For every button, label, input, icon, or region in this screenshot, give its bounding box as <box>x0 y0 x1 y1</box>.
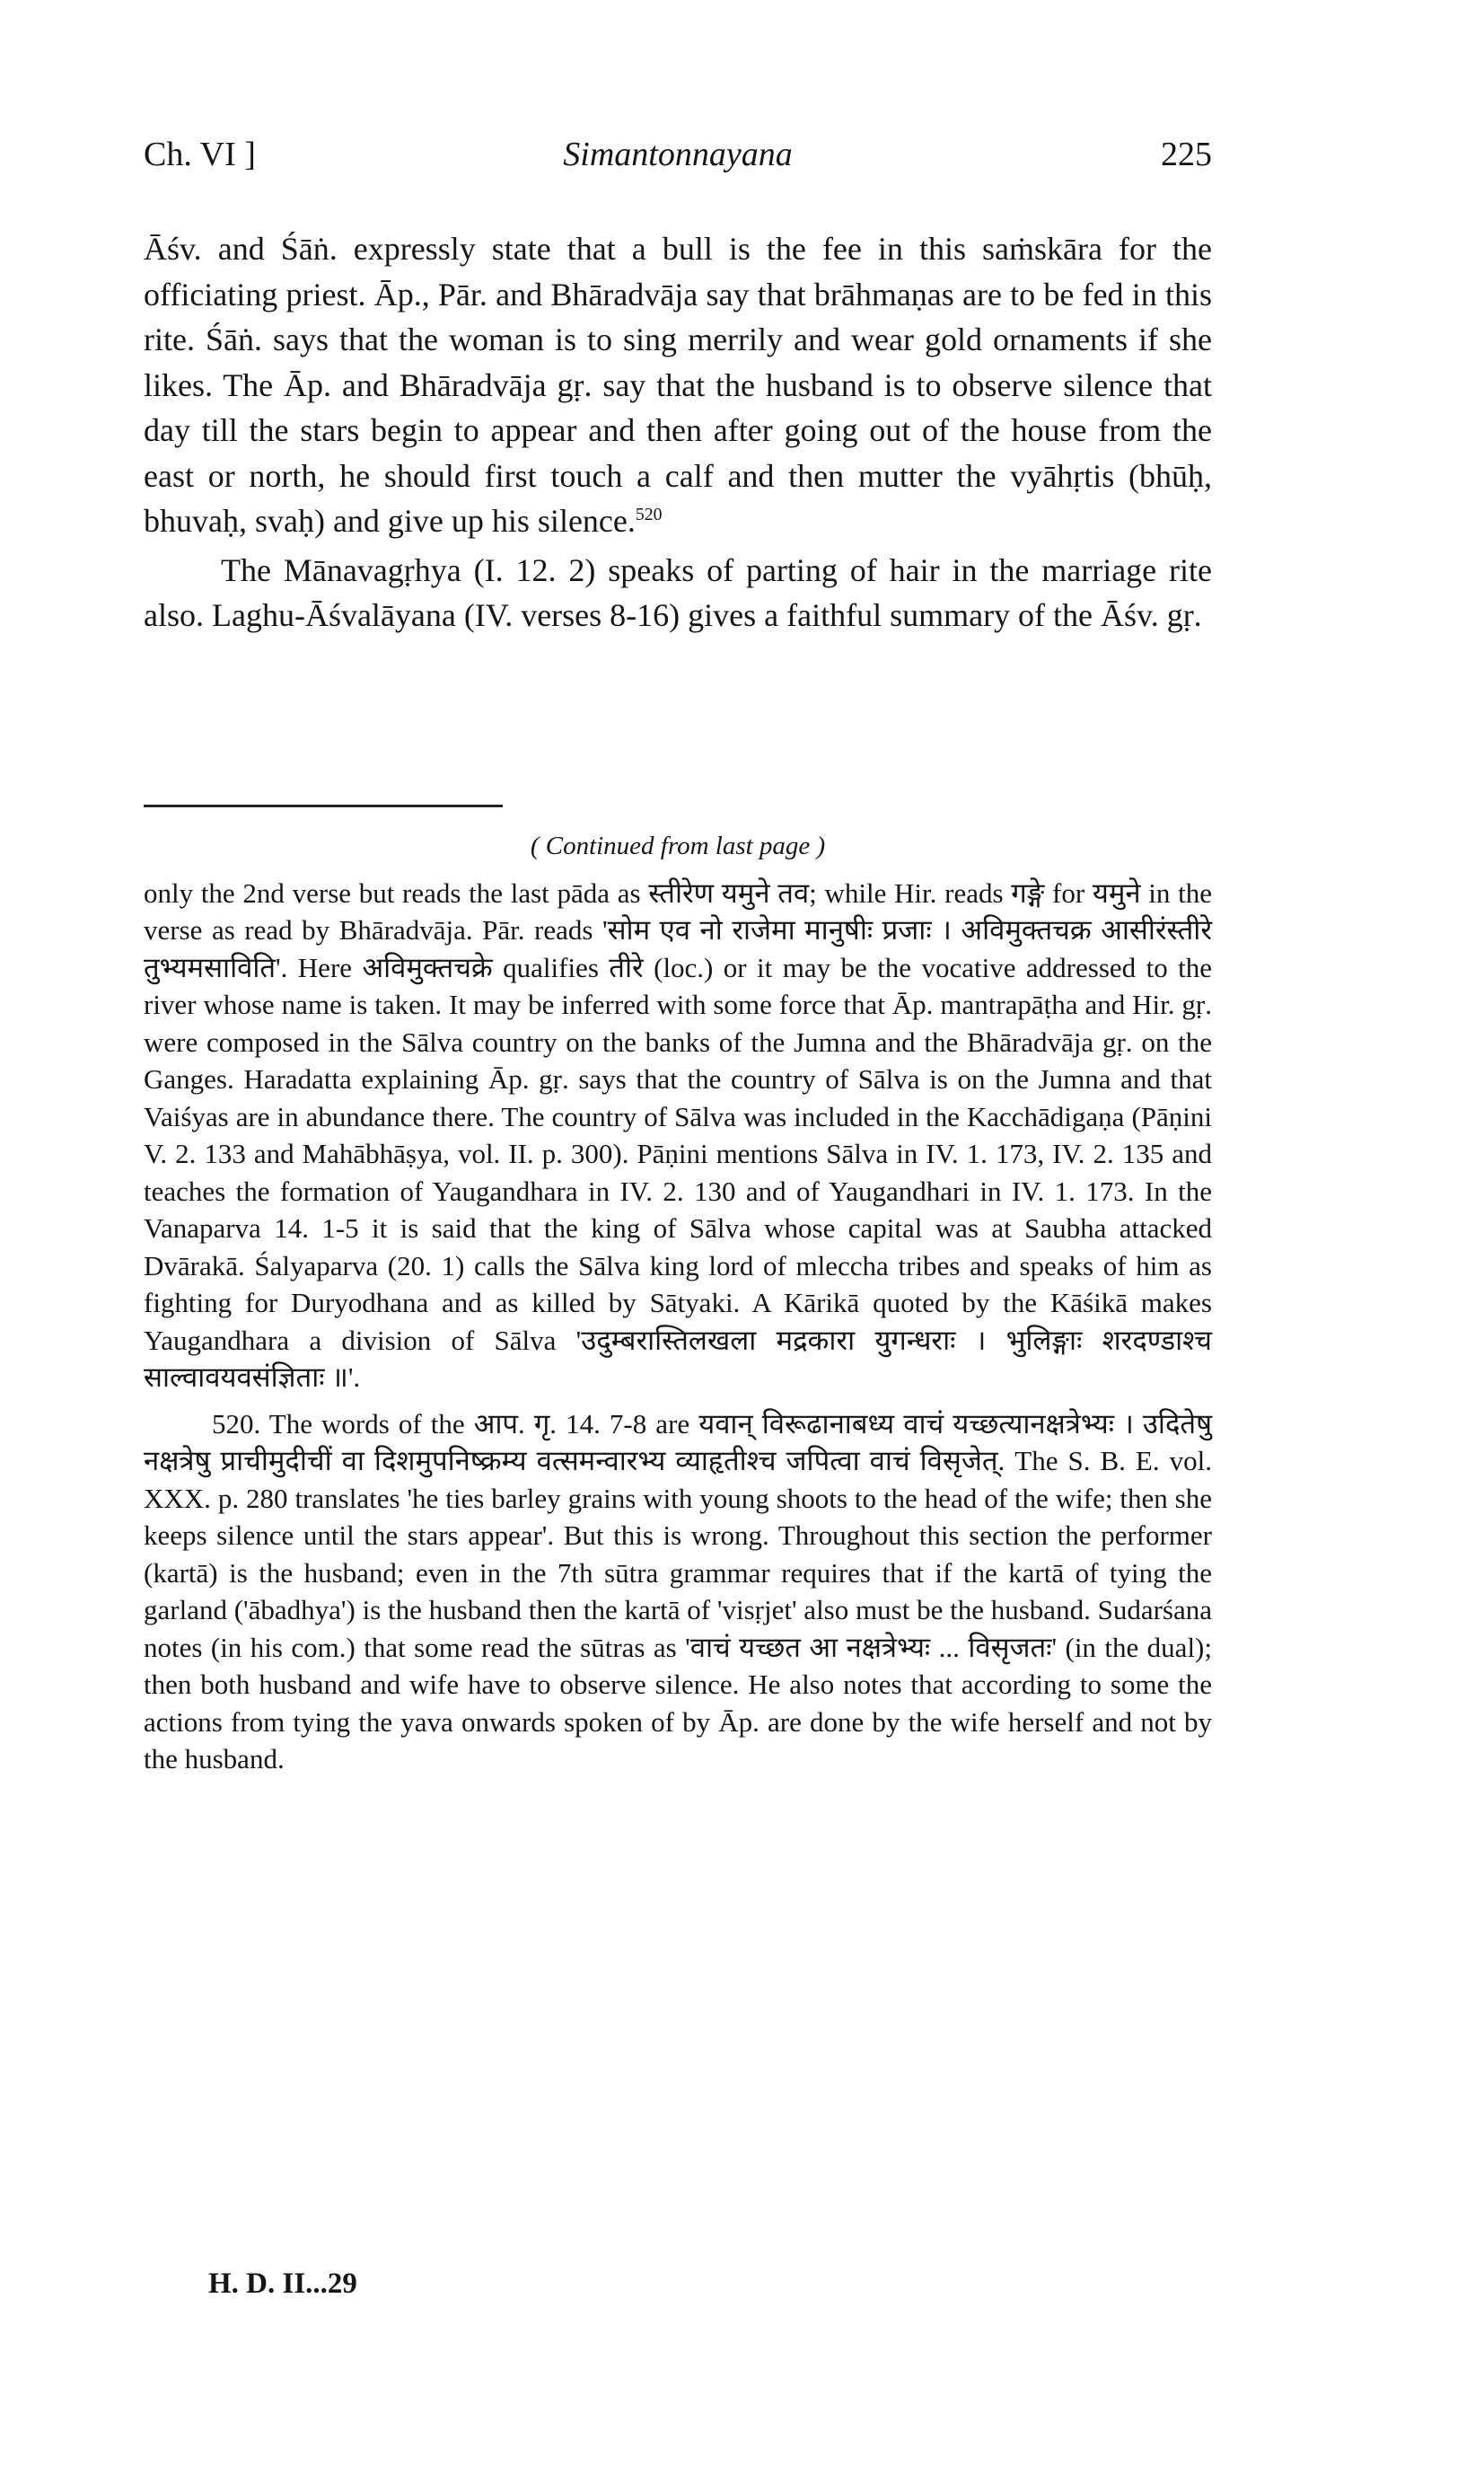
chapter-label: Ch. VI ] <box>144 136 256 173</box>
paragraph <box>144 226 1212 544</box>
signature-mark: H. D. II...29 <box>208 2267 357 2300</box>
body-text <box>144 226 1212 638</box>
running-title: Simantonnayana <box>563 136 793 173</box>
footnotes <box>144 828 1212 1778</box>
footnote-continuation: only the 2nd verse but reads the last pāda as स्तीरेण यमुने तव; while Hir. reads गङ्गे for यमुने in the verse as read by Bhāradvāja. Pār. reads 'सोम एव नो राजेमा मानुषीः प्रजाः । अविमुक्तचक्र आसीरंस्तीरे तुभ्यमसाविति'. Here अविमुक्तचक्रे qualifies तीरे (loc.) or it may be the vocative addressed to the river whose name is taken. It may be inferred with some force that Āp. mantrapāṭha and Hir. gṛ. were composed in the Sālva country on the banks of the Jumna and the Bhāradvāja gṛ. on the Ganges. Haradatta explaining Āp. gṛ. says that the country of Sālva is on the Jumna and that Vaiśyas are in abundance there. The country of Sālva was included in the Kacchādigaṇa (Pāṇini V. 2. 133 and Mahābhāṣya, vol. II. p. 300). Pāṇini mentions Sālva in IV. 1. 173, IV. 2. 135 and teaches the formation of Yaugandhara in IV. 2. 130 and of Yaugandhari in IV. 1. 173. In the Vanaparva 14. 1-5 it is said that the king of Sālva whose capital was at Saubha attacked Dvārakā. Śalyaparva (20. 1) calls the Sālva king lord of mleccha tribes and speaks of him as fighting for Duryodhana and as killed by Sātyaki. A Kārikā quoted by the Kāśikā makes Yaugandhara a division of Sālva 'उदुम्बरास्तिलखला मद्रकारा युगन्धराः । भुलिङ्गाः शरदण्डाश्च साल्वावयवसंज्ञिताः ॥'. <box>144 876 1212 1393</box>
running-header <box>144 135 1212 189</box>
footnote-ref: 520 <box>635 505 663 524</box>
footnote-520: 520. The words of the आप. गृ. 14. 7-8 are यवान् विरूढानाबध्य वाचं यच्छत्यानक्षत्रेभ्यः । उदितेषु नक्षत्रेषु प्राचीमुदीचीं वा दिशमुपनिष्क्रम्य वत्समन्वारभ्य व्याहृतीश्च जपित्वा वाचं विसृजेत्. The S. B. E. vol. XXX. p. 280 translates 'he ties barley grains with young shoots to the head of the wife; then she keeps silence until the stars appear'. But this is wrong. Throughout this section the performer (kartā) is the husband; even in the 7th sūtra grammar requires that if the kartā of tying the garland ('ābadhya') is the husband then the kartā of 'visṛjet' also must be the husband. Sudarśana notes (in his com.) that some read the sūtras as 'वाचं यच्छत आ नक्षत्रेभ्यः ... विसृजतः' (in the dual); then both husband and wife have to observe silence. He also notes that according to some the actions from tying the yava onwards spoken of by Āp. are done by the wife herself and not by the husband. <box>144 1407 1212 1774</box>
paragraph-text: Āśv. and Śāṅ. expressly state that a bull is the fee in this saṁskāra for the officiating priest. Āp., Pār. and Bhāradvāja say that brāhmaṇas are to be fed in this rite. Śāṅ. says that the woman is to sing merrily and wear gold ornaments if she likes. The Āp. and Bhāradvāja gṛ. say that the husband is to observe silence that day till the stars begin to appear and then after going out of the house from the east or north, he should first touch a calf and then mutter the vyāhṛtis (bhūḥ, bhuvaḥ, svaḥ) and give up his silence. <box>144 231 1212 539</box>
footnote-divider <box>144 805 503 807</box>
page-number: 225 <box>1161 136 1212 173</box>
paragraph: The Mānavagṛhya (I. 12. 2) speaks of parting of hair in the marriage rite also. Laghu-Āśvalāyana (IV. verses 8-16) gives a faithful summary of the Āśv. gṛ. <box>144 551 1212 633</box>
continued-note: ( Continued from last page ) <box>530 832 826 860</box>
